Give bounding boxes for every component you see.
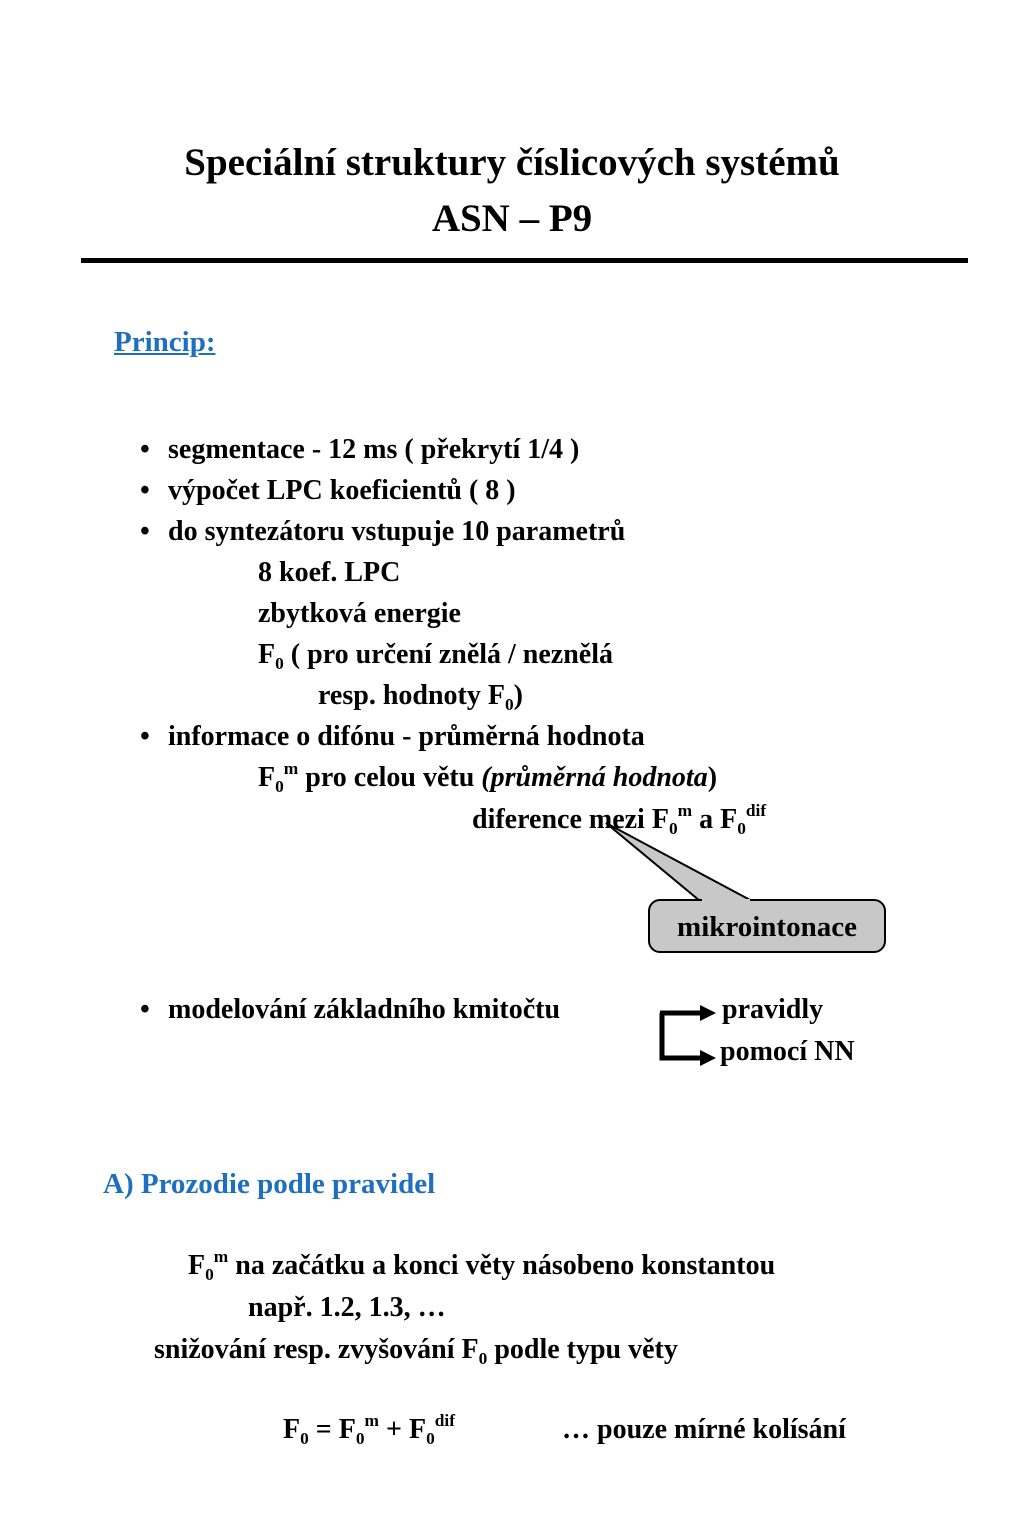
page-subtitle: ASN – P9 xyxy=(431,197,593,240)
bullet-text: do syntezátoru vstupuje 10 parametrů xyxy=(168,516,626,547)
f0m-symbol: F xyxy=(258,762,276,793)
f0m-subscript: 0 xyxy=(205,1265,214,1285)
bullet-text: informace o difónu - průměrná hodnota xyxy=(168,721,645,752)
bullet-text: výpočet LPC koeficientů ( 8 ) xyxy=(168,475,516,506)
arrow-head-pravidly xyxy=(700,1005,716,1021)
formula-sup: m xyxy=(364,1410,380,1430)
f0-subscript: 0 xyxy=(275,654,284,674)
resp-close: ) xyxy=(513,680,523,711)
f0m-superscript: m xyxy=(213,1246,229,1266)
f0m-close: ) xyxy=(707,762,718,793)
resp-text: resp. hodnoty F xyxy=(318,680,505,711)
diff-superscript-2: dif xyxy=(745,800,767,820)
diff-text: diference mezi F xyxy=(472,804,669,835)
bullet-dot: • xyxy=(140,475,150,506)
f0-symbol: F xyxy=(258,639,276,670)
bullet-text: modelování základního kmitočtu xyxy=(168,994,561,1025)
formula-sup: dif xyxy=(434,1410,456,1430)
bullet-text: segmentace - 12 ms ( překrytí 1/4 ) xyxy=(168,434,580,465)
prozodie-line-1 xyxy=(188,1246,776,1285)
formula-note: … pouze mírné kolísání xyxy=(562,1414,846,1445)
f0m-subscript: 0 xyxy=(275,777,284,797)
formula-equals: = F xyxy=(308,1414,356,1445)
bullet-dot: • xyxy=(140,516,150,547)
formula-f0: F xyxy=(283,1414,301,1445)
bullet-dot: • xyxy=(140,434,150,465)
prozodie-line-3 xyxy=(154,1334,678,1369)
diff-subscript: 0 xyxy=(668,819,678,839)
param-energie: zbytková energie xyxy=(258,598,461,629)
f0-description: ( pro určení znělá / neznělá xyxy=(283,639,614,670)
f0m-symbol: F xyxy=(188,1250,206,1281)
arrow-head-nn xyxy=(700,1050,716,1066)
callout-mikrointonace: mikrointonace xyxy=(648,899,886,953)
section-heading-prozodie: A) Prozodie podle pravidel xyxy=(103,1168,436,1200)
f0m-superscript: m xyxy=(283,758,299,778)
formula-sub: 0 xyxy=(426,1429,435,1449)
option-nn: pomocí NN xyxy=(720,1036,855,1067)
formula xyxy=(283,1410,456,1449)
page-title: Speciální struktury číslicových systémů xyxy=(184,141,840,184)
formula-plus: + F xyxy=(379,1414,427,1445)
f0m-text: pro celou větu xyxy=(298,762,482,793)
line3-subscript: 0 xyxy=(478,1349,488,1369)
section-heading-princip: Princip: xyxy=(114,326,216,358)
resp-subscript: 0 xyxy=(504,695,514,715)
option-pravidly: pravidly xyxy=(722,994,824,1025)
diff-and: a F xyxy=(692,804,738,835)
diff-superscript: m xyxy=(677,800,693,820)
bullet-dot: • xyxy=(140,994,150,1025)
param-lpc: 8 koef. LPC xyxy=(258,557,401,588)
line1-text: na začátku a konci věty násobeno konstantou xyxy=(228,1250,776,1281)
bullet-dot: • xyxy=(140,721,150,752)
diff-subscript-2: 0 xyxy=(737,819,746,839)
formula-sub: 0 xyxy=(355,1429,365,1449)
line3-rest: podle typu věty xyxy=(487,1334,678,1365)
f0m-italic: (průměrná hodnota xyxy=(481,762,708,793)
line3-text: snižování resp. zvyšování F xyxy=(154,1334,479,1365)
formula-sub: 0 xyxy=(300,1429,309,1449)
branch-line xyxy=(662,1013,702,1058)
prozodie-line-2: např. 1.2, 1.3, … xyxy=(248,1292,446,1323)
